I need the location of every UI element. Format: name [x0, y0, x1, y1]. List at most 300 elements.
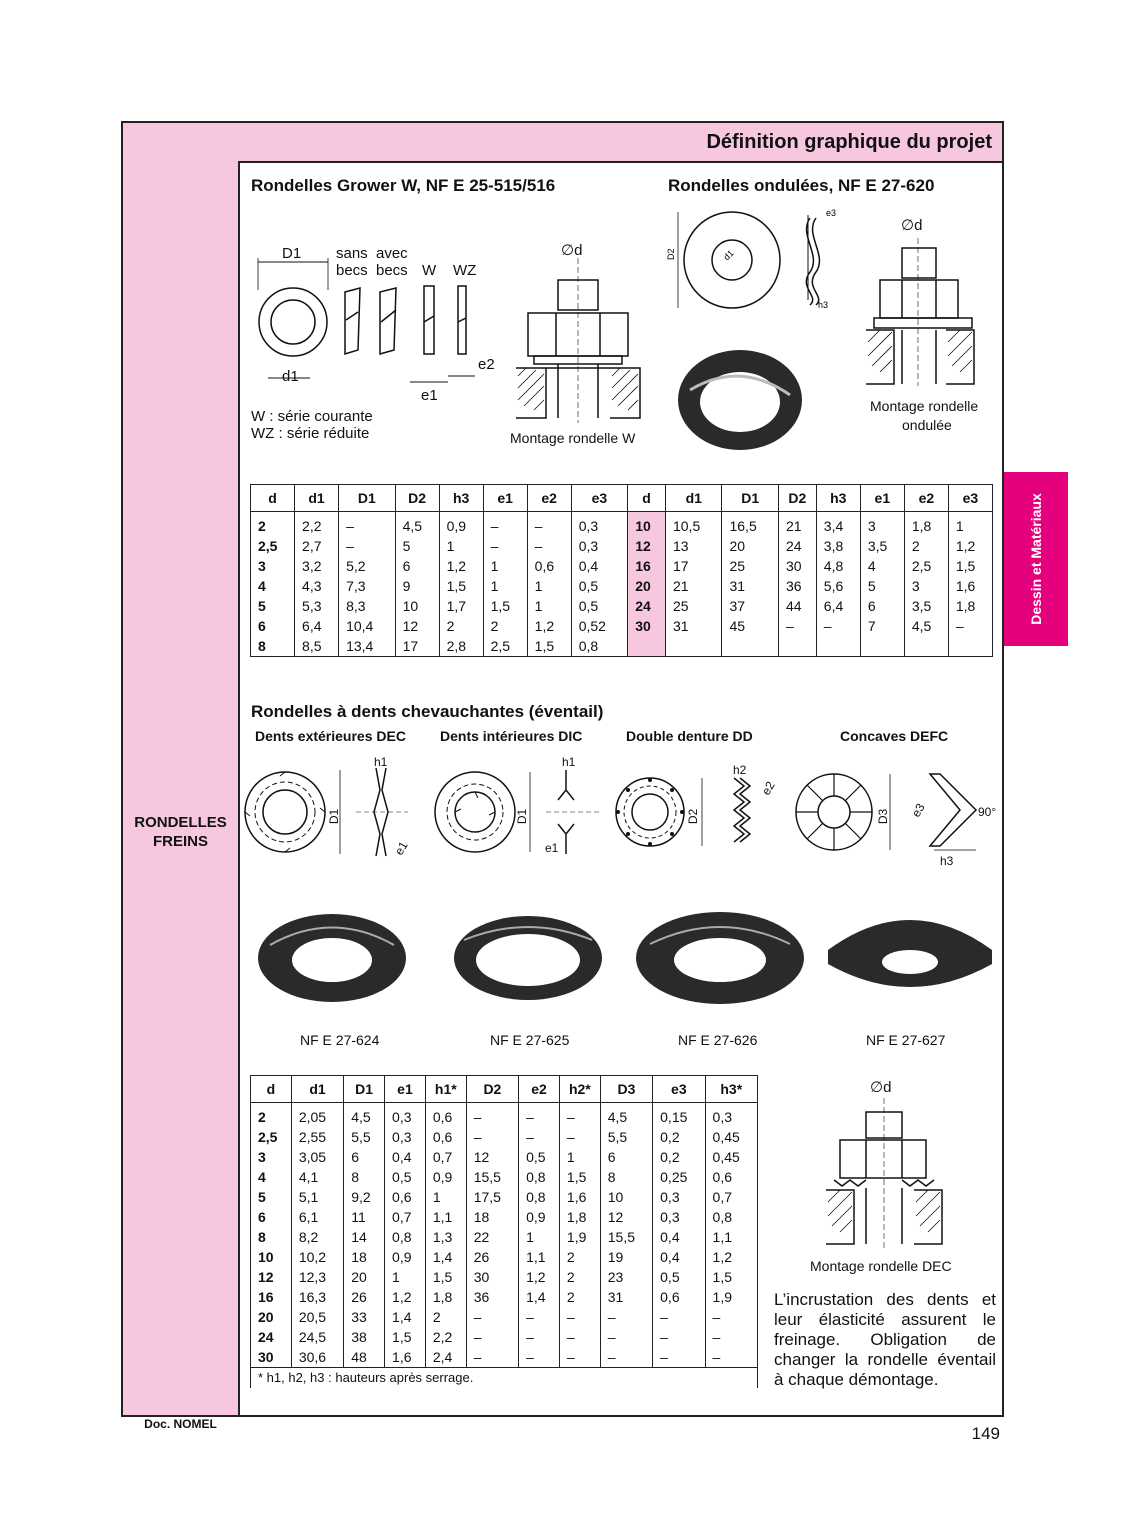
- table-cell: 6: [600, 1147, 652, 1167]
- table-cell: 30: [251, 1347, 292, 1368]
- table-cell: 2,2: [295, 512, 339, 537]
- table-cell: 1: [527, 596, 571, 616]
- column-header: D2: [778, 485, 816, 512]
- label-D2: D2: [686, 808, 701, 825]
- table-cell: –: [527, 536, 571, 556]
- table-row: [251, 512, 993, 537]
- table-cell: 1: [385, 1267, 426, 1287]
- table-cell: –: [519, 1327, 560, 1347]
- table-cell: 36: [778, 576, 816, 596]
- table-cell: 10,5: [665, 512, 722, 537]
- table-row: [251, 1307, 758, 1327]
- table-row: [251, 1247, 758, 1267]
- table-cell: 3: [251, 1147, 292, 1167]
- table-cell: –: [600, 1347, 652, 1368]
- table-cell: 5: [251, 1187, 292, 1207]
- table-cell: 2,5: [251, 536, 295, 556]
- table-row: [251, 1103, 758, 1128]
- table-cell: 4: [251, 576, 295, 596]
- table-cell: 1: [439, 536, 483, 556]
- table-cell: 1,4: [425, 1247, 466, 1267]
- table-cell: 2,5: [251, 1127, 292, 1147]
- label-becs-2: becs: [376, 262, 408, 279]
- table-row: [251, 556, 993, 576]
- table-cell: 4,3: [295, 576, 339, 596]
- table-cell: –: [483, 512, 527, 537]
- label-e2: e2: [478, 356, 495, 373]
- source-label: Doc. NOMEL: [144, 1417, 217, 1431]
- table-cell: 13,4: [339, 636, 396, 657]
- table-cell: –: [466, 1103, 518, 1128]
- label-d1: d1: [282, 368, 299, 385]
- label-dec-mount-d: ∅d: [870, 1079, 892, 1096]
- table-cell: [778, 636, 816, 657]
- norm-dic: NF E 27-625: [490, 1032, 570, 1048]
- table-cell: 12: [628, 536, 666, 556]
- table-cell: [722, 636, 779, 657]
- label-e1-dic: e1: [545, 841, 559, 855]
- table-cell: 30,6: [291, 1347, 343, 1368]
- table-cell: [628, 636, 666, 657]
- table-cell: 1,4: [385, 1307, 426, 1327]
- table-cell: 0,4: [571, 556, 628, 576]
- table-cell: 24: [628, 596, 666, 616]
- table-cell: 15,5: [466, 1167, 518, 1187]
- column-header: d1: [295, 485, 339, 512]
- table-cell: 24: [251, 1327, 292, 1347]
- table-cell: 0,5: [519, 1147, 560, 1167]
- table-cell: 0,3: [385, 1127, 426, 1147]
- column-header: D2: [395, 485, 439, 512]
- table-cell: 12,3: [291, 1267, 343, 1287]
- type-label-dic: Dents intérieures DIC: [440, 728, 583, 744]
- column-header: D1: [339, 485, 396, 512]
- table-cell: 6,4: [295, 616, 339, 636]
- table-cell: 14: [344, 1227, 385, 1247]
- table-row: [251, 636, 993, 657]
- table-cell: 12: [251, 1267, 292, 1287]
- table-cell: –: [519, 1307, 560, 1327]
- table-cell: –: [339, 512, 396, 537]
- table-cell: 10: [395, 596, 439, 616]
- table-cell: 6,4: [816, 596, 860, 616]
- legend-w: W : série courante: [251, 408, 373, 425]
- table-cell: –: [519, 1347, 560, 1368]
- page-title: Définition graphique du projet: [706, 131, 992, 153]
- wave-mount-drawing: [866, 238, 976, 388]
- table-cell: 3,5: [860, 536, 904, 556]
- table-cell: 25: [722, 556, 779, 576]
- table-cell: –: [600, 1327, 652, 1347]
- table-cell: 2: [559, 1267, 600, 1287]
- table-cell: 5,3: [295, 596, 339, 616]
- table-cell: 8: [600, 1167, 652, 1187]
- table-cell: 2: [559, 1287, 600, 1307]
- norm-dec: NF E 27-624: [300, 1032, 380, 1048]
- table-row: [251, 1327, 758, 1347]
- table-cell: 0,8: [519, 1187, 560, 1207]
- table-cell: 3,8: [816, 536, 860, 556]
- table-cell: 0,3: [705, 1103, 757, 1128]
- table-row: [251, 1347, 758, 1368]
- column-header: e2: [519, 1076, 560, 1103]
- table-cell: 16: [251, 1287, 292, 1307]
- table-cell: 0,6: [705, 1167, 757, 1187]
- table-cell: 4: [251, 1167, 292, 1187]
- table-cell: 0,7: [705, 1187, 757, 1207]
- table-cell: 0,6: [425, 1127, 466, 1147]
- table-cell: –: [705, 1327, 757, 1347]
- table-cell: 8: [344, 1167, 385, 1187]
- table-cell: 17,5: [466, 1187, 518, 1207]
- table-cell: 1,9: [705, 1287, 757, 1307]
- table-cell: 30: [466, 1267, 518, 1287]
- table-cell: 0,9: [425, 1167, 466, 1187]
- table-cell: 1,8: [948, 596, 992, 616]
- type-label-defc: Concaves DEFC: [840, 728, 949, 744]
- label-e2: e2: [758, 778, 778, 798]
- table-cell: 3,4: [816, 512, 860, 537]
- table-cell: 20,5: [291, 1307, 343, 1327]
- table-cell: 20: [722, 536, 779, 556]
- table-cell: 9: [395, 576, 439, 596]
- column-header: e2: [527, 485, 571, 512]
- grower-washer-drawing: [250, 250, 490, 400]
- table-cell: 1: [483, 576, 527, 596]
- table-cell: 1,6: [948, 576, 992, 596]
- table-cell: 3,05: [291, 1147, 343, 1167]
- table-cell: 0,8: [385, 1227, 426, 1247]
- column-header: e3: [948, 485, 992, 512]
- table-cell: –: [653, 1327, 705, 1347]
- table-cell: –: [466, 1327, 518, 1347]
- svg-text:e3: e3: [826, 208, 837, 218]
- table-cell: 0,3: [653, 1207, 705, 1227]
- table-cell: –: [778, 616, 816, 636]
- table-cell: 18: [466, 1207, 518, 1227]
- table-cell: 31: [665, 616, 722, 636]
- table-cell: 1,3: [425, 1227, 466, 1247]
- table-cell: –: [519, 1127, 560, 1147]
- table-cell: 1: [519, 1227, 560, 1247]
- table-cell: 24,5: [291, 1327, 343, 1347]
- table-cell: 1,5: [705, 1267, 757, 1287]
- table-cell: 1,2: [439, 556, 483, 576]
- table-cell: –: [559, 1347, 600, 1368]
- table-cell: 12: [466, 1147, 518, 1167]
- table-cell: 0,6: [653, 1287, 705, 1307]
- table-cell: 1,2: [385, 1287, 426, 1307]
- table-cell: 2,8: [439, 636, 483, 657]
- table-cell: 0,2: [653, 1127, 705, 1147]
- table-cell: 6: [251, 1207, 292, 1227]
- table-cell: 5: [860, 576, 904, 596]
- table-cell: 5,5: [344, 1127, 385, 1147]
- table-cell: [665, 636, 722, 657]
- table-cell: 31: [722, 576, 779, 596]
- table-cell: 10: [628, 512, 666, 537]
- table-row: [251, 1267, 758, 1287]
- svg-text:h3: h3: [818, 300, 829, 310]
- table-cell: 23: [600, 1267, 652, 1287]
- table-cell: 9,2: [344, 1187, 385, 1207]
- table-cell: 16,5: [722, 512, 779, 537]
- table-row: [251, 1127, 758, 1147]
- table-cell: [904, 636, 948, 657]
- table-cell: 18: [344, 1247, 385, 1267]
- table-cell: 2,55: [291, 1127, 343, 1147]
- table-cell: 1: [425, 1187, 466, 1207]
- table-cell: 6: [860, 596, 904, 616]
- table-cell: 2: [904, 536, 948, 556]
- table-cell: 8: [251, 636, 295, 657]
- column-header: D2: [466, 1076, 518, 1103]
- table-cell: [860, 636, 904, 657]
- table-cell: 1: [559, 1147, 600, 1167]
- table-cell: 15,5: [600, 1227, 652, 1247]
- table-cell: 1,5: [948, 556, 992, 576]
- table-cell: 10,4: [339, 616, 396, 636]
- table-cell: 0,6: [385, 1187, 426, 1207]
- table-cell: 1,1: [519, 1247, 560, 1267]
- table-cell: –: [559, 1307, 600, 1327]
- table-cell: 3: [904, 576, 948, 596]
- table-row: [251, 1287, 758, 1307]
- tooth-washer-photos: [250, 900, 1000, 1020]
- column-header: h3*: [705, 1076, 757, 1103]
- table-row: [251, 1207, 758, 1227]
- table-cell: 1,5: [385, 1327, 426, 1347]
- column-header: h3: [439, 485, 483, 512]
- table-cell: 0,6: [527, 556, 571, 576]
- chapter-tab[interactable]: [1004, 472, 1068, 646]
- table-cell: 1: [483, 556, 527, 576]
- label-avec: avec: [376, 245, 408, 262]
- table-cell: [948, 636, 992, 657]
- column-header: h1*: [425, 1076, 466, 1103]
- column-header: h3: [816, 485, 860, 512]
- type-label-dd: Double denture DD: [626, 728, 753, 744]
- table-cell: 1,2: [705, 1247, 757, 1267]
- table-cell: 16,3: [291, 1287, 343, 1307]
- table-cell: –: [705, 1307, 757, 1327]
- column-header: e3: [571, 485, 628, 512]
- table-cell: 37: [722, 596, 779, 616]
- type-label-dec: Dents extérieures DEC: [255, 728, 406, 744]
- table-cell: 8,2: [291, 1227, 343, 1247]
- table-cell: –: [559, 1103, 600, 1128]
- table-cell: –: [653, 1347, 705, 1368]
- table-cell: 12: [600, 1207, 652, 1227]
- table-cell: 25: [665, 596, 722, 616]
- column-header: d: [251, 485, 295, 512]
- label-wave-d: ∅d: [901, 217, 923, 234]
- table-cell: 8,3: [339, 596, 396, 616]
- label-sans: sans: [336, 245, 368, 262]
- table-cell: –: [559, 1327, 600, 1347]
- label-e1: e1: [421, 387, 438, 404]
- table-cell: 1,6: [385, 1347, 426, 1368]
- column-header: e1: [483, 485, 527, 512]
- table-footnote: * h1, h2, h3 : hauteurs après serrage.: [251, 1368, 758, 1389]
- table-cell: 0,4: [653, 1247, 705, 1267]
- table-cell: 2,5: [904, 556, 948, 576]
- left-column: [123, 161, 240, 1431]
- table-cell: 12: [395, 616, 439, 636]
- grower-title: Rondelles Grower W, NF E 25-515/516: [251, 176, 556, 195]
- table-cell: 20: [628, 576, 666, 596]
- table-cell: –: [339, 536, 396, 556]
- table-cell: 1,6: [559, 1187, 600, 1207]
- table-cell: 1,5: [425, 1267, 466, 1287]
- table-cell: [816, 636, 860, 657]
- table-cell: 2: [559, 1247, 600, 1267]
- column-header: e1: [385, 1076, 426, 1103]
- table-cell: 45: [722, 616, 779, 636]
- table-row: [251, 536, 993, 556]
- table-cell: 1,9: [559, 1227, 600, 1247]
- table-cell: 7,3: [339, 576, 396, 596]
- table-cell: 4,1: [291, 1167, 343, 1187]
- label-W: W: [422, 262, 437, 279]
- column-header: e3: [653, 1076, 705, 1103]
- table-cell: 8: [251, 1227, 292, 1247]
- table-cell: 2,7: [295, 536, 339, 556]
- table-cell: 0,3: [571, 512, 628, 537]
- table-cell: 5: [251, 596, 295, 616]
- table-row: [251, 1227, 758, 1247]
- table-cell: 11: [344, 1207, 385, 1227]
- table-row: [251, 576, 993, 596]
- table-cell: 19: [600, 1247, 652, 1267]
- table-cell: 5,6: [816, 576, 860, 596]
- wave-washer-drawing: [660, 200, 860, 470]
- table-cell: 0,7: [425, 1147, 466, 1167]
- table-cell: –: [653, 1307, 705, 1327]
- table-cell: 5: [395, 536, 439, 556]
- table-cell: 1,8: [559, 1207, 600, 1227]
- column-header: D1: [344, 1076, 385, 1103]
- table-cell: 4,5: [600, 1103, 652, 1128]
- table-cell: 2: [483, 616, 527, 636]
- label-d: ∅d: [561, 242, 583, 259]
- table-cell: 0,9: [519, 1207, 560, 1227]
- note-text: L’incrustation des dents et leur élasticité assurent le freinage. Obligation de changer la rondelle éventail à chaque démontage.: [774, 1290, 996, 1389]
- table-cell: 26: [344, 1287, 385, 1307]
- table-cell: –: [483, 536, 527, 556]
- table-cell: 30: [628, 616, 666, 636]
- table-cell: 44: [778, 596, 816, 616]
- table-cell: 24: [778, 536, 816, 556]
- table-cell: 4,8: [816, 556, 860, 576]
- table-cell: 0,3: [653, 1187, 705, 1207]
- table-cell: 0,5: [571, 596, 628, 616]
- table-cell: 0,5: [385, 1167, 426, 1187]
- wave-mount-caption-2: ondulée: [902, 417, 952, 433]
- table-cell: 0,15: [653, 1103, 705, 1128]
- table-cell: 6: [251, 616, 295, 636]
- table-cell: 33: [344, 1307, 385, 1327]
- table-cell: 1,5: [559, 1167, 600, 1187]
- table-cell: 10,2: [291, 1247, 343, 1267]
- table-cell: 1,5: [483, 596, 527, 616]
- table-cell: –: [705, 1347, 757, 1368]
- table-cell: 0,3: [385, 1103, 426, 1128]
- svg-text:d1: d1: [721, 248, 736, 263]
- table-cell: –: [600, 1307, 652, 1327]
- table-cell: 0,9: [439, 512, 483, 537]
- table-cell: 0,5: [571, 576, 628, 596]
- label-D3: D3: [876, 808, 891, 825]
- svg-text:D2: D2: [666, 248, 676, 260]
- grower-mount-drawing: [516, 258, 646, 428]
- table-cell: 4,5: [344, 1103, 385, 1128]
- table-cell: 1,2: [948, 536, 992, 556]
- table-cell: –: [466, 1347, 518, 1368]
- table-cell: 2: [425, 1307, 466, 1327]
- table-cell: 1,1: [705, 1227, 757, 1247]
- dec-mount-caption: Montage rondelle DEC: [810, 1258, 952, 1274]
- table-cell: 1: [948, 512, 992, 537]
- table-cell: 4,5: [904, 616, 948, 636]
- label-becs-1: becs: [336, 262, 368, 279]
- table-cell: –: [527, 512, 571, 537]
- table-cell: 0,6: [425, 1103, 466, 1128]
- table-cell: 0,8: [705, 1207, 757, 1227]
- chapter-tab-label: Dessin et Matériaux: [1028, 493, 1044, 625]
- table-cell: 7: [860, 616, 904, 636]
- label-D1-dic: D1: [515, 808, 530, 825]
- table-cell: 30: [778, 556, 816, 576]
- label-h1-dec: h1: [374, 755, 388, 769]
- table-cell: 4: [860, 556, 904, 576]
- table-cell: 8,5: [295, 636, 339, 657]
- tooth-title: Rondelles à dents chevauchantes (éventail): [251, 702, 604, 721]
- table-cell: 6: [395, 556, 439, 576]
- column-header: d1: [291, 1076, 343, 1103]
- table-cell: 1,5: [527, 636, 571, 657]
- table-cell: 0,4: [385, 1147, 426, 1167]
- table-cell: –: [559, 1127, 600, 1147]
- table-cell: 36: [466, 1287, 518, 1307]
- table-cell: 2,2: [425, 1327, 466, 1347]
- table-cell: 6: [344, 1147, 385, 1167]
- table-cell: 0,8: [571, 636, 628, 657]
- table-row: [251, 1167, 758, 1187]
- table-cell: 20: [344, 1267, 385, 1287]
- table-cell: 2: [251, 512, 295, 537]
- column-header: d: [628, 485, 666, 512]
- table-cell: 4,5: [395, 512, 439, 537]
- table-cell: 6,1: [291, 1207, 343, 1227]
- table-cell: –: [466, 1307, 518, 1327]
- legend-wz: WZ : série réduite: [251, 425, 370, 442]
- table-cell: 0,2: [653, 1147, 705, 1167]
- table-tooth: [250, 1075, 758, 1388]
- table-cell: 1,1: [425, 1207, 466, 1227]
- table-cell: 20: [251, 1307, 292, 1327]
- wave-mount-caption-1: Montage rondelle: [870, 398, 979, 414]
- table-cell: –: [948, 616, 992, 636]
- table-cell: 10: [600, 1187, 652, 1207]
- table-cell: 0,3: [571, 536, 628, 556]
- table-cell: 22: [466, 1227, 518, 1247]
- section-label: RONDELLES FREINS: [134, 814, 227, 850]
- table-cell: –: [519, 1103, 560, 1128]
- table-cell: 1,8: [904, 512, 948, 537]
- table-row: [251, 616, 993, 636]
- table-cell: 2,4: [425, 1347, 466, 1368]
